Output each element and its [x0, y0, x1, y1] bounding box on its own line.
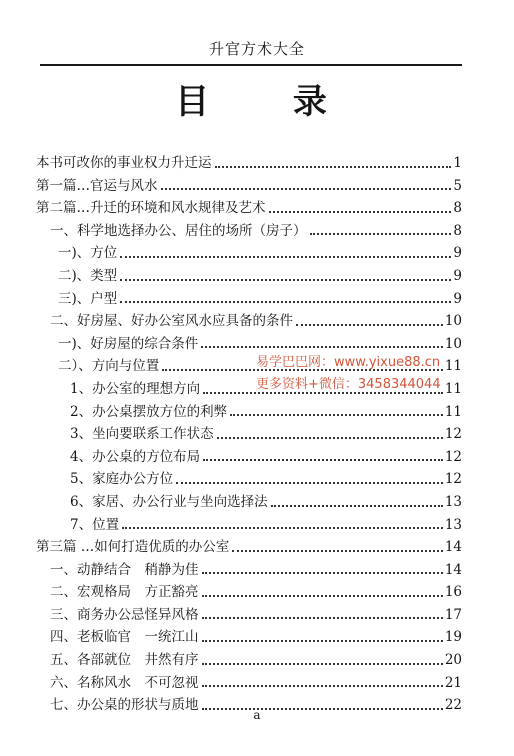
toc-entry [36, 175, 462, 198]
toc-entry-page-number: 9 [453, 267, 462, 284]
toc-entry-label: 一、动静结合 稍静为佳 [50, 561, 199, 578]
toc-entry-label: 2、办公桌摆放方位的利弊 [70, 403, 228, 420]
toc-entry [36, 672, 462, 695]
toc-entry [36, 581, 462, 604]
toc-entry [36, 468, 462, 491]
toc-entry-label: 5、家庭办公方位 [70, 471, 174, 488]
dot-leader [120, 301, 451, 303]
toc-entry-page-number: 12 [444, 471, 462, 488]
toc-entry-page-number: 11 [444, 403, 462, 420]
toc-entry-page-number: 13 [444, 516, 462, 533]
toc-entry-page-number: 1 [453, 155, 462, 171]
dot-leader [202, 640, 443, 642]
dot-leader [161, 188, 452, 190]
toc-entry [36, 626, 462, 649]
toc-entry-label: 7、位置 [70, 516, 120, 533]
toc-entry-label: 七、办公桌的形状与质地 [50, 697, 199, 714]
toc-entry-page-number: 16 [444, 584, 462, 601]
toc-entry-label: 3、坐向要联系工作状态 [70, 426, 214, 443]
toc-entry-label: 1、办公室的理想方向 [70, 380, 201, 397]
running-header-title: 升官方术大全 [208, 40, 305, 58]
toc-entry [36, 401, 462, 424]
toc-entry-label: 一、科学地选择办公、居住的场所（房子） [50, 222, 307, 239]
toc-entry-page-number: 22 [444, 697, 462, 714]
dot-leader [202, 595, 443, 597]
dot-leader [296, 324, 443, 326]
toc-entry-page-number: 11 [444, 358, 462, 375]
dot-leader [122, 527, 443, 529]
toc-entry [36, 423, 462, 446]
toc-entry [36, 197, 462, 220]
toc-entry [36, 288, 462, 311]
watermark [256, 352, 506, 396]
toc-entry-page-number: 12 [444, 448, 462, 465]
dot-leader [310, 233, 452, 235]
toc-entry [36, 446, 462, 469]
toc-entry-page-number: 9 [453, 245, 462, 262]
toc-entry-label: 一)、方位 [58, 245, 118, 262]
toc-heading: 目 录 [175, 82, 363, 122]
dot-leader [120, 256, 451, 258]
toc-entry-label: 六、名称风水 不可忽视 [50, 674, 199, 691]
toc-entry-label: 一)、好房屋的综合条件 [58, 335, 199, 352]
toc-entry-page-number: 9 [453, 290, 462, 307]
toc-entry [36, 265, 462, 288]
toc-entry [36, 559, 462, 582]
watermark-line-1: 易学巴巴网：www.yixue88.cn [256, 355, 441, 370]
toc-entry-page-number: 14 [444, 539, 462, 556]
toc-entry-label: 二、宏观格局 方正豁亮 [50, 584, 199, 601]
dot-leader [202, 572, 443, 574]
toc-entry-label: 第一篇…官运与风水 [36, 177, 158, 194]
toc-entry [36, 491, 462, 514]
dot-leader [203, 459, 443, 461]
toc-entry-page-number: 17 [444, 606, 462, 623]
dot-leader [230, 414, 443, 416]
toc-entry-label: 第二篇…升迁的环境和风水规律及艺术 [36, 200, 266, 217]
header-rule [40, 64, 462, 66]
toc-entry-label: 本书可改你的事业权力升迁运 [36, 155, 212, 171]
toc-entry [36, 536, 462, 559]
toc-entry [36, 242, 462, 265]
toc-entry-page-number: 8 [453, 222, 462, 239]
toc-entry-page-number: 19 [444, 629, 462, 646]
watermark-line-2: 更多资料+微信：3458344044 [256, 377, 441, 392]
dot-leader [215, 166, 452, 168]
toc-entry-label: 三、商务办公忌怪异风格 [50, 606, 199, 623]
toc-entry-label: 6、家居、办公行业与坐向选择法 [70, 493, 268, 510]
toc-entry-page-number: 10 [444, 313, 462, 330]
toc-entry-label: 二）、方向与位置 [58, 358, 160, 375]
dot-leader [269, 211, 452, 213]
dot-leader [271, 505, 443, 507]
page-folio: a [253, 708, 261, 722]
toc-entry-label: 二)、类型 [58, 267, 118, 284]
toc-entry-page-number: 20 [444, 652, 462, 669]
toc-entry-label: 二、好房屋、好办公室风水应具备的条件 [50, 313, 293, 330]
toc-entry [36, 310, 462, 333]
toc-entry [36, 220, 462, 243]
table-of-contents [36, 152, 462, 717]
dot-leader [176, 482, 443, 484]
dot-leader [217, 437, 443, 439]
dot-leader [201, 346, 443, 348]
dot-leader [202, 663, 443, 665]
toc-entry-page-number: 5 [453, 177, 462, 194]
toc-entry [36, 604, 462, 627]
toc-entry-page-number: 14 [444, 561, 462, 578]
toc-entry-label: 三)、户型 [58, 290, 118, 307]
toc-entry-label: 五、各部就位 井然有序 [50, 652, 199, 669]
dot-leader [120, 279, 451, 281]
toc-entry [36, 152, 462, 175]
toc-entry-label: 第三篇 …如何打造优质的办公室 [36, 539, 230, 556]
toc-entry-page-number: 13 [444, 493, 462, 510]
dot-leader [202, 685, 443, 687]
dot-leader [232, 550, 443, 552]
toc-entry-page-number: 12 [444, 426, 462, 443]
toc-entry-label: 4、办公桌的方位布局 [70, 448, 201, 465]
toc-entry-page-number: 11 [444, 380, 462, 397]
dot-leader [202, 617, 443, 619]
toc-entry [36, 514, 462, 537]
toc-entry-page-number: 21 [444, 674, 462, 691]
toc-entry-page-number: 10 [444, 335, 462, 352]
toc-entry-page-number: 8 [453, 200, 462, 217]
toc-entry [36, 649, 462, 672]
toc-entry-label: 四、老板临官 一统江山 [50, 629, 199, 646]
